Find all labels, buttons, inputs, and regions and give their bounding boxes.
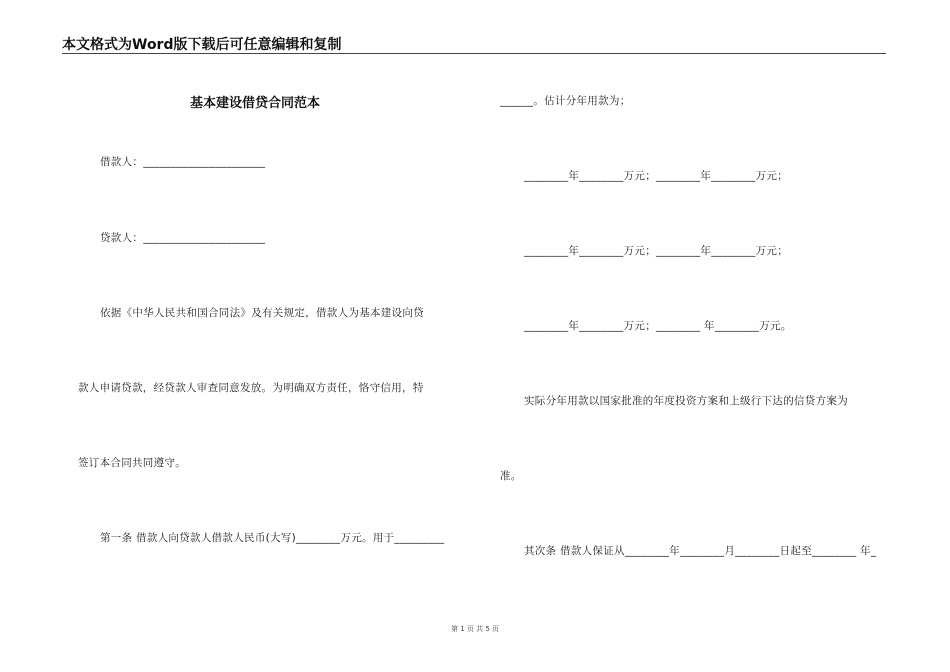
paragraph-line: 款人申请贷款，经贷款人审查同意发放。为明确双方责任，恪守信用，特 bbox=[78, 382, 424, 394]
schedule-line: ________年________万元；________年________万元； bbox=[524, 245, 788, 257]
paragraph-line: 依据《中华人民共和国合同法》及有关规定，借款人为基本建设向贷 bbox=[100, 307, 424, 319]
schedule-line: ________年________万元；________ 年________万元。 bbox=[524, 320, 792, 332]
paragraph-line: 准。 bbox=[500, 470, 522, 482]
article-1-line: 第一条 借款人向贷款人借款人民币(大写)________万元。用于_________ bbox=[100, 532, 445, 544]
article-2-line: 其次条 借款人保证从________年________月________日起至________ 年_ bbox=[524, 545, 877, 557]
paragraph-line: 签订本合同共同遵守。 bbox=[78, 457, 186, 469]
borrower-line: 借款人：______________________ bbox=[100, 156, 266, 168]
header-divider bbox=[62, 53, 886, 54]
schedule-line: ________年________万元；________年________万元； bbox=[524, 170, 788, 182]
page-number: 第 1 页 共 5 页 bbox=[450, 625, 500, 633]
document-header: 本文格式为Word版下载后可任意编辑和复制 bbox=[62, 37, 342, 53]
document-title: 基本建设借贷合同范本 bbox=[190, 96, 321, 111]
paragraph-line: 实际分年用款以国家批准的年度投资方案和上级行下达的信贷方案为 bbox=[524, 395, 848, 407]
paragraph-line: ______。估计分年用款为； bbox=[500, 95, 631, 107]
lender-line: 贷款人：______________________ bbox=[100, 232, 266, 244]
